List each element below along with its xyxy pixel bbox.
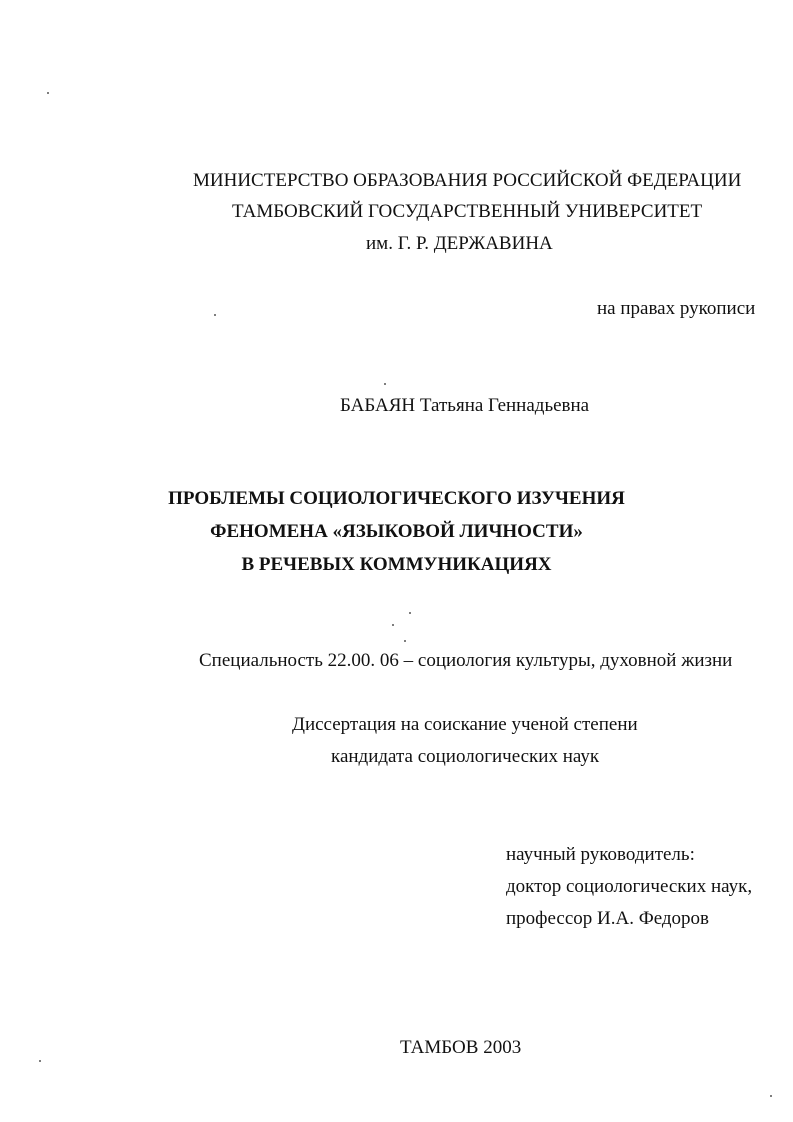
city-year: ТАМБОВ 2003	[400, 1037, 522, 1058]
scan-speck	[770, 1095, 772, 1097]
scan-speck	[409, 612, 411, 614]
university-heading: ТАМБОВСКИЙ ГОСУДАРСТВЕННЫЙ УНИВЕРСИТЕТ	[232, 201, 703, 222]
scan-speck	[39, 1060, 41, 1062]
scan-speck	[47, 92, 49, 94]
university-named-after: им. Г. Р. ДЕРЖАВИНА	[366, 233, 553, 254]
supervisor-name: профессор И.А. Федоров	[506, 908, 710, 929]
manuscript-note: на правах рукописи	[597, 298, 756, 319]
degree-line-2: кандидата социологических наук	[331, 746, 600, 767]
degree-line-1: Диссертация на соискание ученой степени	[292, 714, 638, 735]
supervisor-label: научный руководитель:	[506, 844, 695, 865]
scan-speck	[384, 383, 386, 385]
title-line-2: ФЕНОМЕНА «ЯЗЫКОВОЙ ЛИЧНОСТИ»	[210, 521, 583, 542]
scan-speck	[404, 640, 406, 642]
specialty-line: Специальность 22.00. 06 – социология культуры, духовной жизни	[199, 650, 733, 671]
title-line-1: ПРОБЛЕМЫ СОЦИОЛОГИЧЕСКОГО ИЗУЧЕНИЯ	[168, 488, 625, 509]
scan-speck	[214, 314, 216, 316]
author-name: БАБАЯН Татьяна Геннадьевна	[340, 395, 590, 416]
ministry-heading: МИНИСТЕРСТВО ОБРАЗОВАНИЯ РОССИЙСКОЙ ФЕДЕРАЦИИ	[193, 170, 742, 191]
title-line-3: В РЕЧЕВЫХ КОММУНИКАЦИЯХ	[241, 554, 552, 575]
scan-speck	[392, 624, 394, 626]
supervisor-degree: доктор социологических наук,	[506, 876, 753, 897]
